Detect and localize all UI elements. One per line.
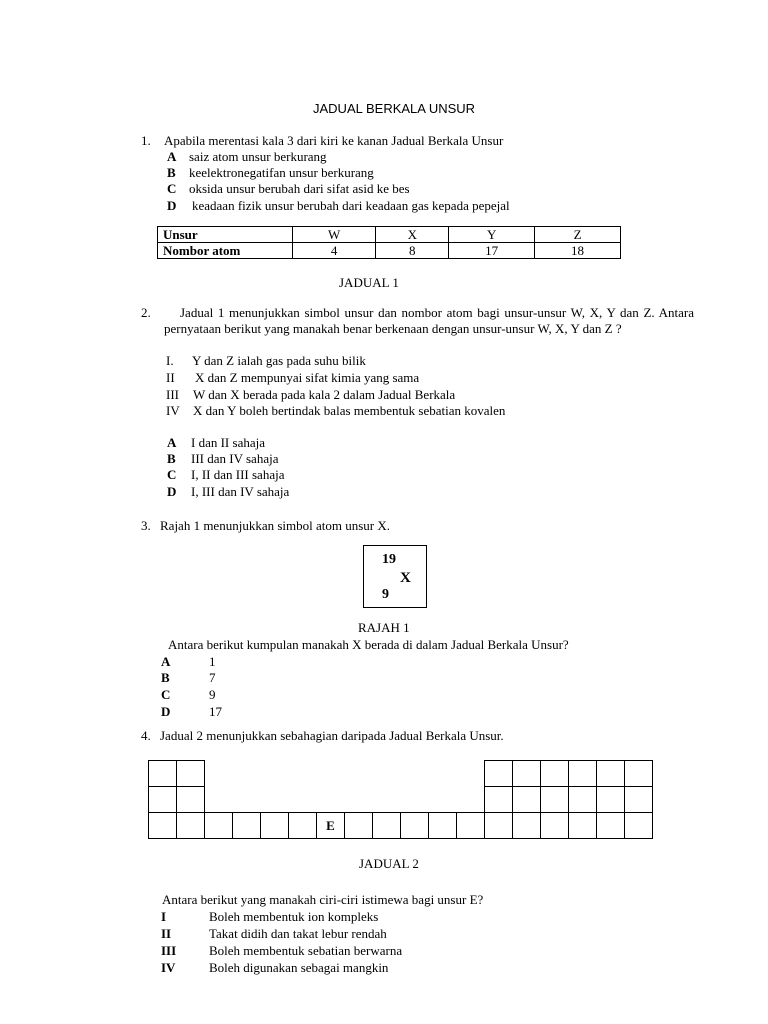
table-cell [485, 813, 513, 839]
option-letter: D [161, 704, 171, 719]
table-cell [597, 761, 625, 787]
table-cell [513, 813, 541, 839]
option-letter: B [167, 165, 176, 180]
table-cell [569, 761, 597, 787]
table-cell [485, 787, 513, 813]
table-header-cell: W [293, 227, 376, 243]
table-header-cell: Unsur [158, 227, 293, 243]
table-header-cell: Z [535, 227, 621, 243]
statement-roman: III [161, 943, 177, 958]
table-cell [205, 813, 233, 839]
statement-roman: III [166, 387, 179, 402]
option-text: 1 [209, 654, 216, 669]
table-caption: JADUAL 1 [339, 275, 399, 290]
option-text: saiz atom unsur berkurang [189, 149, 327, 164]
statement-text: Takat didih dan takat lebur rendah [209, 926, 387, 941]
table-cell [149, 761, 177, 787]
statement-text: X dan Y boleh bertindak balas membentuk sebatian kovalen [193, 403, 506, 418]
table-header-cell: X [376, 227, 449, 243]
table-cell [149, 787, 177, 813]
table-cell [541, 787, 569, 813]
element-symbol: X [400, 570, 411, 586]
option-text: III dan IV sahaja [191, 451, 279, 466]
option-text: oksida unsur berubah dari sifat asid ke bes [189, 181, 410, 196]
table-row [158, 243, 621, 259]
question-text: Antara berikut kumpulan manakah X berada di dalam Jadual Berkala Unsur? [168, 637, 569, 652]
question-stem: Jadual 2 menunjukkan sebahagian daripada Jadual Berkala Unsur. [160, 728, 504, 743]
option-letter: D [167, 484, 177, 499]
mass-number: 19 [382, 552, 396, 567]
question-number: 2. [141, 305, 151, 320]
table-cell [345, 813, 373, 839]
question-text: Antara berikut yang manakah ciri-ciri istimewa bagi unsur E? [162, 892, 484, 907]
statement-roman: II [161, 926, 172, 941]
statement-text: Boleh membentuk sebatian berwarna [209, 943, 403, 958]
option-letter: C [161, 687, 171, 702]
statement-text: X dan Z mempunyai sifat kimia yang sama [195, 370, 420, 385]
table-cell [401, 813, 429, 839]
table-cell [541, 813, 569, 839]
option-letter: D [167, 198, 177, 213]
statement-roman: I. [166, 353, 174, 368]
statement-roman: IV [161, 960, 176, 975]
table-cell [569, 813, 597, 839]
table-cell [625, 787, 653, 813]
table-row [149, 761, 653, 787]
option-text: I, II dan III sahaja [191, 467, 285, 482]
table-cell [625, 813, 653, 839]
table-cell [597, 787, 625, 813]
question-number: 4. [141, 728, 151, 743]
table-cell: 17 [449, 243, 535, 259]
table-cell: 18 [535, 243, 621, 259]
option-letter: A [161, 654, 171, 669]
proton-number: 9 [382, 587, 389, 602]
option-text: keelektronegatifan unsur berkurang [189, 165, 374, 180]
statement-roman: I [161, 909, 167, 924]
table-row [158, 227, 621, 243]
option-text: 7 [209, 670, 216, 685]
table-cell [429, 813, 457, 839]
table-cell [149, 813, 177, 839]
table-cell [177, 813, 205, 839]
table-cell [569, 787, 597, 813]
question-stem: Jadual 1 menunjukkan simbol unsur dan nombor atom bagi unsur-unsur W, X, Y dan Z. Antara pernyataan berikut yang manakah benar berkenaan dengan unsur-unsur W, X, Y dan Z ? [164, 305, 694, 336]
option-letter: A [167, 435, 177, 450]
diagram-caption: RAJAH 1 [358, 620, 410, 635]
statement-text: Boleh membentuk ion kompleks [209, 909, 379, 924]
option-text: I, III dan IV sahaja [191, 484, 290, 499]
table-cell: 8 [376, 243, 449, 259]
question-number: 1. [141, 133, 151, 148]
option-letter: C [167, 181, 177, 196]
table-cell [625, 761, 653, 787]
periodic-table-fragment [148, 760, 653, 839]
statement-roman: II [166, 370, 175, 385]
statement-text: Y dan Z ialah gas pada suhu bilik [192, 353, 366, 368]
question-stem: Rajah 1 menunjukkan simbol atom unsur X. [160, 518, 391, 533]
table-cell: 4 [293, 243, 376, 259]
table-row [149, 813, 653, 839]
option-text: keadaan fizik unsur berubah dari keadaan gas kepada pepejal [192, 198, 510, 213]
option-letter: C [167, 467, 177, 482]
option-text: I dan II sahaja [191, 435, 265, 450]
table-cell [373, 813, 401, 839]
table-cell [513, 761, 541, 787]
table-cell [541, 761, 569, 787]
question-number: 3. [141, 518, 151, 533]
element-table [157, 226, 621, 259]
table-caption: JADUAL 2 [359, 856, 419, 871]
table-cell [485, 761, 513, 787]
statement-text: Boleh digunakan sebagai mangkin [209, 960, 389, 975]
page-title: JADUAL BERKALA UNSUR [313, 101, 476, 116]
element-e-cell: E [317, 813, 345, 839]
table-cell [177, 761, 205, 787]
option-letter: A [167, 149, 177, 164]
table-cell [597, 813, 625, 839]
table-cell [457, 813, 485, 839]
table-header-cell: Y [449, 227, 535, 243]
statement-roman: IV [166, 403, 180, 418]
table-cell [289, 813, 317, 839]
table-cell: Nombor atom [158, 243, 293, 259]
table-cell [513, 787, 541, 813]
option-text: 9 [209, 687, 216, 702]
table-row [149, 787, 653, 813]
statement-text: W dan X berada pada kala 2 dalam Jadual Berkala [193, 387, 456, 402]
table-cell [261, 813, 289, 839]
table-cell [233, 813, 261, 839]
option-text: 17 [209, 704, 222, 719]
atom-symbol-box [363, 545, 427, 608]
option-letter: B [167, 451, 176, 466]
table-cell [177, 787, 205, 813]
question-stem: Apabila merentasi kala 3 dari kiri ke kanan Jadual Berkala Unsur [164, 133, 504, 148]
option-letter: B [161, 670, 170, 685]
